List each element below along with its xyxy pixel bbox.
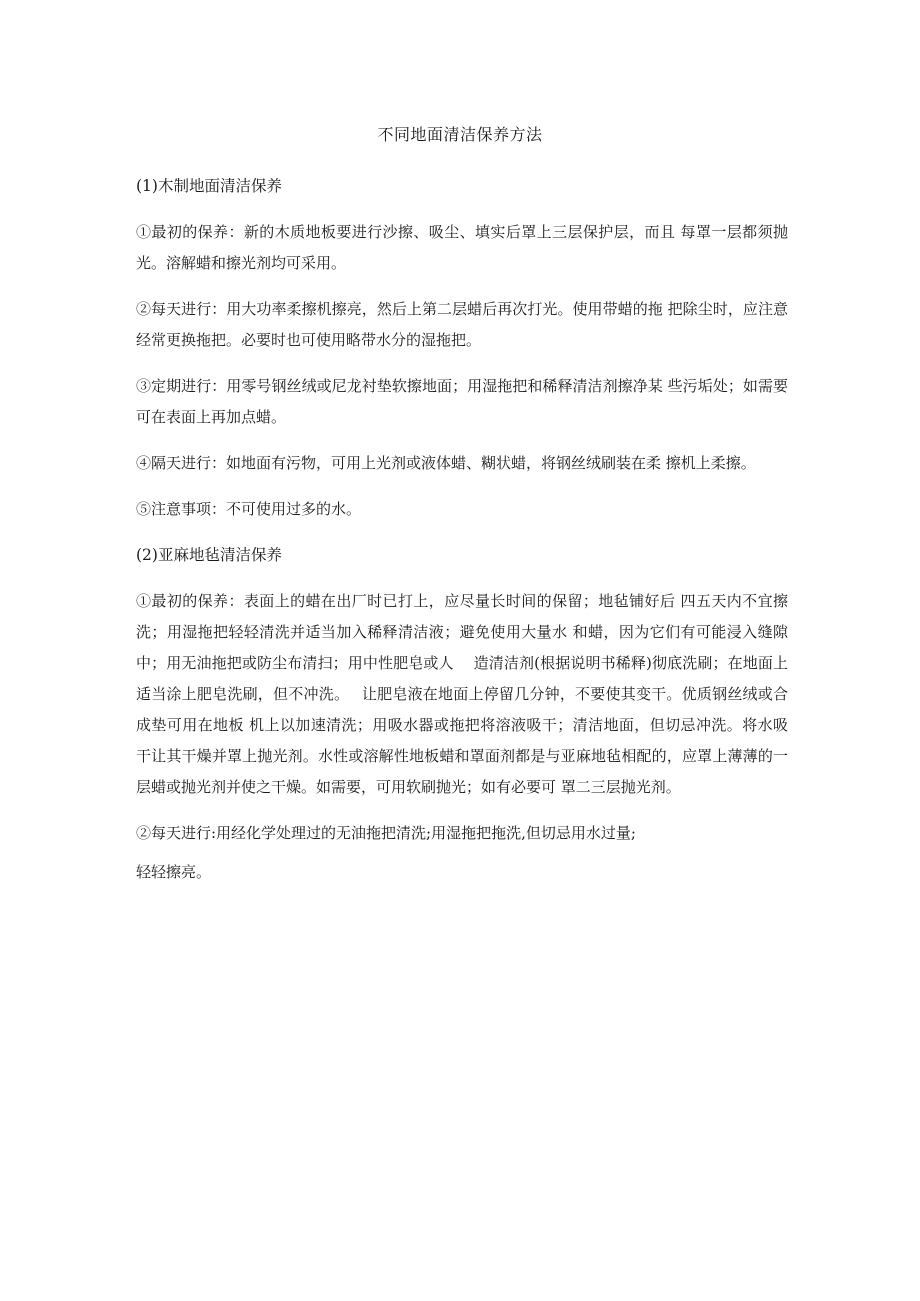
paragraph-daily-maintenance: ②每天进行：用大功率柔擦机擦亮，然后上第二层蜡后再次打光。使用带蜡的拖 把除尘时，应注意经常更换拖把。必要时也可使用略带水分的湿拖把。 <box>136 300 788 349</box>
section-heading-wood-floor: (1)木制地面清洁保养 <box>136 177 282 195</box>
paragraph-linoleum-initial-maintenance: ①最初的保养：表面上的蜡在出厂时已打上，应尽量长时间的保留；地毡铺好后 四五天内不宜擦洗；用湿拖把轻轻清洗并适当加入稀释清洁液；避免使用大量水 和蜡，因为它们有可能浸入缝隙中；用无油拖把或防尘布清扫；用中性肥皂或人 造清洁剂(根据说明书稀释)彻底洗刷；在地面上适当涂上肥皂洗刷，但不冲洗。 让肥皂液在地面上停留几分钟，不要使其变干。优质钢丝绒或合成垫可用在地板 机上以加速清洗；用吸水器或拖把将溶液吸干；清洁地面，但切忌冲洗。将水吸 干让其干燥并罩上抛光剂。水性或溶解性地板蜡和罩面剂都是与亚麻地毡相配的，应罩上薄薄的一层蜡或抛光剂并使之干燥。如需要，可用软刷抛光；如有必要可 罩二三层抛光剂。 <box>136 592 788 796</box>
paragraph-initial-maintenance: ①最初的保养：新的木质地板要进行沙擦、吸尘、填实后罩上三层保护层，而且 每罩一层都须抛光。溶解蜡和擦光剂均可采用。 <box>136 223 788 272</box>
paragraph-precautions: ⑤注意事项：不可使用过多的水。 <box>136 500 362 518</box>
paragraph-linoleum-daily-maintenance: ②每天进行:用经化学处理过的无油拖把清洗;用湿拖把拖洗,但切忌用水过量; <box>136 824 636 842</box>
paragraph-periodic-maintenance: ③定期进行：用零号钢丝绒或尼龙衬垫软擦地面；用湿拖把和稀释清洁剂擦净某 些污垢处；如需要可在表面上再加点蜡。 <box>136 377 788 426</box>
paragraph-linoleum-polish: 轻轻擦亮。 <box>136 863 212 881</box>
paragraph-alternate-day-maintenance: ④隔天进行：如地面有污物，可用上光剂或液体蜡、糊状蜡，将钢丝绒刷装在柔 擦机上柔擦。 <box>136 454 756 472</box>
document-body <box>136 171 788 903</box>
section-heading-linoleum: (2)亚麻地毡清洁保养 <box>136 546 282 564</box>
document-title: 不同地面清洁保养方法 <box>377 125 543 144</box>
